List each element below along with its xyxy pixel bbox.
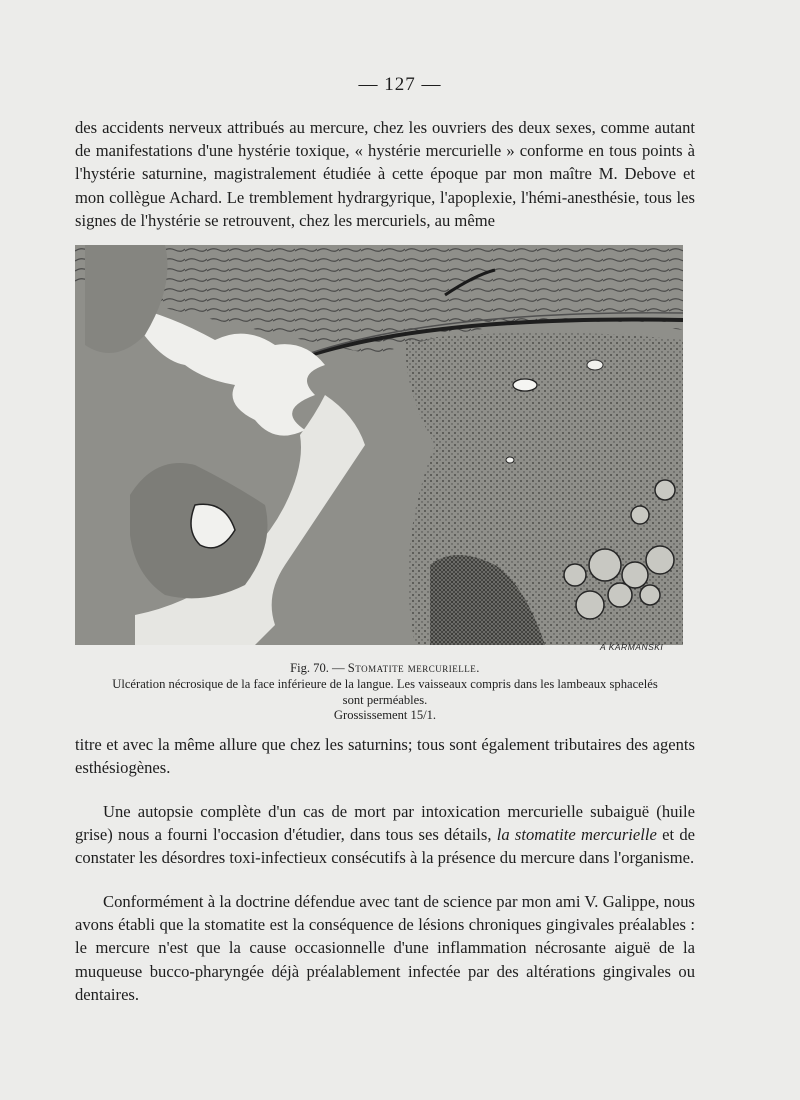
paragraph-autopsy [75, 800, 695, 870]
tissue-section-drawing [75, 245, 683, 645]
figure-caption-title [75, 661, 695, 677]
page-number: — 127 — [358, 74, 442, 95]
paragraph-intro: des accidents nerveux attribués au mercure, chez les ouvriers des deux sexes, comme autant de manifestations d'une hystérie toxique, « hystérie mercurielle » conforme en tous points à l'hystérie saturnine, magistralement étudiée à cette époque par mon maître M. Debove et mon collègue Achard. Le tremblement hydrargyrique, l'apoplexie, l'hémi-anesthésie, tous les signes de l'hystérie se retrouvent, chez les mercuriels, au même [75, 118, 695, 230]
figure-caption-description: Ulcération nécrosique de la face inférieure de la langue. Les vaisseaux compris dans les lambeaux sphacelés sont perméables. [112, 677, 658, 707]
autopsy-text-start: Une autopsie complète d'un cas de mort par intoxication mercurielle subaiguë (huile grise) nous a fourni l'occasion d'étudier, dans tous ses détails, [75, 802, 695, 845]
figure-magnification: Grossissement 15/1. [333, 708, 437, 722]
paragraph-doctrine: Conformément à la doctrine défendue avec tant de science par mon ami V. Galippe, nous avons établi que la stomatite est la conséquence de lésions chroniques gingivales préalables : le mercure n'est que la cause occasionnelle d'une inflammation nécrosante aiguë de la muqueuse bucco-pharyngée déjà préalablement infectée par des altérations gingivales ou dentaires. [75, 892, 695, 1004]
autopsy-emphasis: la stomatite mercurielle [496, 825, 657, 845]
autopsy-text-end: et de constater les désordres toxi-infectieux consécutifs à la présence du mercure dans l'organisme. [75, 825, 695, 868]
figure-label: Fig. 70. — [290, 661, 348, 675]
figure-title: Stomatite mercurielle. [347, 661, 480, 675]
illustrator-signature: A KARMANSKI [600, 642, 664, 652]
paragraph-continuation: titre et avec la même allure que chez les saturnins; tous sont également tributaires des agents esthésiogènes. [75, 735, 695, 778]
histology-illustration [75, 245, 683, 645]
